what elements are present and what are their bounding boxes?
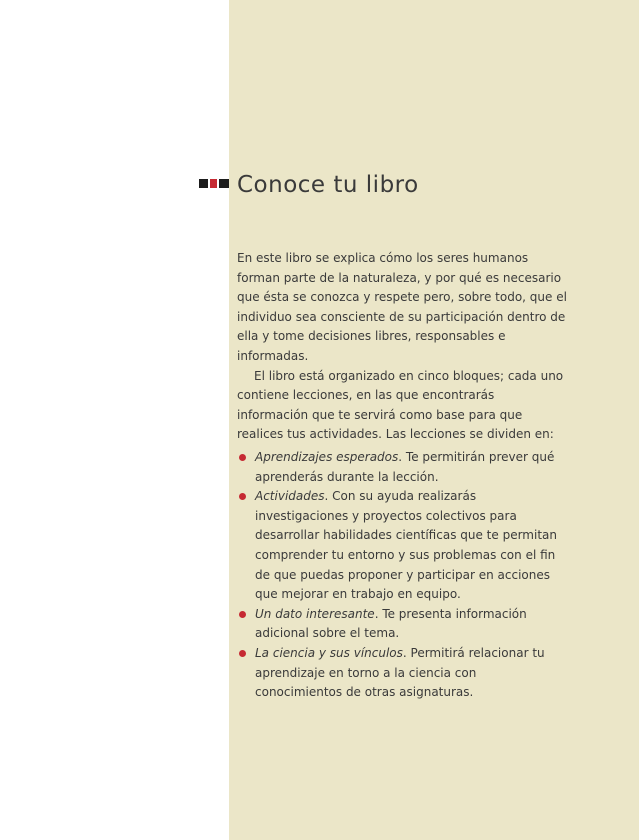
item-text: . Te permitirán prever qué aprenderás durante la lección. xyxy=(255,450,555,484)
item-term: Aprendizajes esperados xyxy=(255,450,399,464)
list-item xyxy=(237,487,567,605)
list-item xyxy=(237,448,567,487)
paragraph-1: En este libro se explica cómo los seres humanos forman parte de la naturaleza, y por qué es necesario que ésta se conozca y respete pero, sobre todo, que el individuo sea consciente de su participación dentro de ella y tome decisiones libres, responsables e informadas. xyxy=(237,251,567,363)
page-title: Conoce tu libro xyxy=(237,172,419,198)
item-text: . Te presenta información adicional sobre el tema. xyxy=(255,606,527,641)
section-marker-icon xyxy=(199,179,229,188)
list-item xyxy=(237,644,567,703)
list-item xyxy=(237,605,567,644)
intro-text xyxy=(237,249,567,445)
item-text: . Permitirá relacionar tu aprendizaje en torno a la ciencia con conocimientos de otras asignaturas. xyxy=(255,645,545,700)
item-term: Un dato interesante xyxy=(255,606,375,621)
paragraph-2: El libro está organizado en cinco bloques; cada uno contiene lecciones, en las que encontrarás información que te servirá como base para que realices tus actividades. Las lecciones se dividen en: xyxy=(237,368,564,442)
item-term: La ciencia y sus vínculos xyxy=(255,645,403,660)
bullet-dot-icon xyxy=(239,493,246,500)
bullet-dot-icon xyxy=(239,650,246,657)
item-term: Actividades xyxy=(255,489,325,504)
lesson-sections-list xyxy=(237,448,567,703)
bullet-dot-icon xyxy=(239,454,246,461)
item-text: . Con su ayuda realizarás investigaciones y proyectos colectivos para desarrollar habilidades científicas que te permitan comprender tu entorno y sus problemas con el fin de que puedas proponer y participar en acciones que mejorar en trabajo en equipo. xyxy=(255,489,557,602)
bullet-dot-icon xyxy=(239,611,246,618)
